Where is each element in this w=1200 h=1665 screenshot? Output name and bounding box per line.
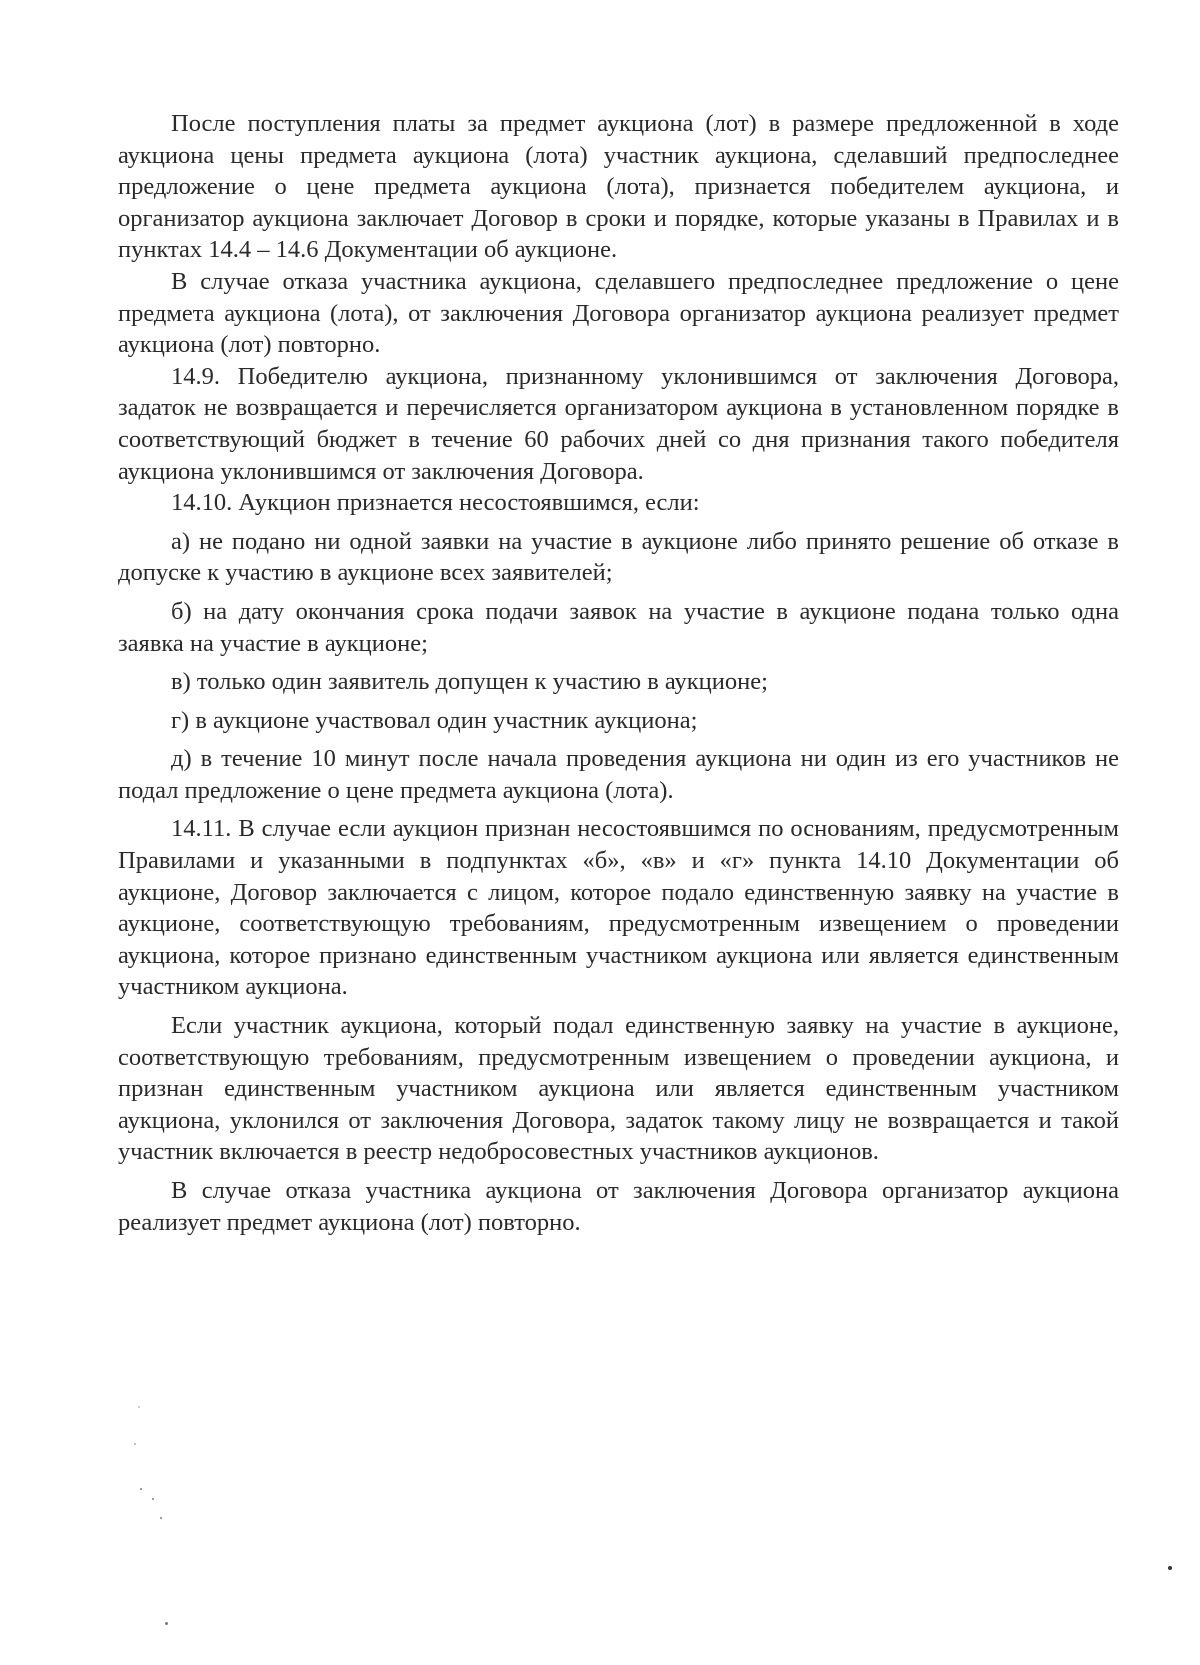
- list-item-b: б) на дату окончания срока подачи заявок на участие в аукционе подана только одна заявка на участие в аукционе;: [118, 597, 1119, 657]
- paragraph-14-9: 14.9. Победителю аукциона, признанному уклонившимся от заключения Договора, задаток не возвращается и перечисляется организатором аукциона в установленном порядке в соответствующий бюджет в течение 60 рабочих дней со дня признания такого победителя аукциона уклонившимся от заключения Договора.: [118, 362, 1119, 485]
- document-body: [118, 108, 1119, 1238]
- scan-speck: [140, 1488, 142, 1490]
- paragraph-14-11: 14.11. В случае если аукцион признан несостоявшимся по основаниям, предусмотренным Правилами и указанными в подпунктах «б», «в» и «г» пункта 14.10 Документации об аукционе, Договор заключается с лицом, которое подало единственную заявку на участие в аукционе, соответствующую требованиям, предусмотренным извещением о проведении аукциона, которое признано единственным участником аукциона или является единственным участником аукциона.: [118, 815, 1119, 1001]
- list-item-g: г) в аукционе участвовал один участник аукциона;: [171, 706, 698, 734]
- scan-speck: [138, 1406, 140, 1408]
- scan-speck: [160, 1517, 162, 1519]
- paragraph-sole-participant: Если участник аукциона, который подал единственную заявку на участие в аукционе, соответствующую требованиям, предусмотренным извещением о проведении аукциона, и признан единственным участником аукциона или является единственным участником аукциона, уклонился от заключения Договора, задаток такому лицу не возвращается и такой участник включается в реестр недобросовестных участников аукционов.: [118, 1012, 1119, 1166]
- list-item-v: в) только один заявитель допущен к участию в аукционе;: [171, 668, 768, 696]
- scan-speck: [134, 1443, 136, 1445]
- scan-speck: [1168, 1566, 1172, 1570]
- scan-speck: [165, 1622, 168, 1625]
- paragraph-14-10: 14.10. Аукцион признается несостоявшимся, если:: [171, 489, 700, 517]
- paragraph-refusal-winner: В случае отказа участника аукциона от заключения Договора организатор аукциона реализует предмет аукциона (лот) повторно.: [118, 1177, 1119, 1236]
- paragraph-lot-payment: После поступления платы за предмет аукциона (лот) в размере предложенной в ходе аукциона цены предмета аукциона (лота) участник аукциона, сделавший предпоследнее предложение о цене предмета аукциона (лота), признается победителем аукциона, и организатор аукциона заключает Договор в сроки и порядке, которые указаны в Правилах и в пунктах 14.4 – 14.6 Документации об аукционе.: [118, 110, 1119, 264]
- paragraph-refusal-penultimate: В случае отказа участника аукциона, сделавшего предпоследнее предложение о цене предмета аукциона (лота), от заключения Договора организатор аукциона реализует предмет аукциона (лот) повторно.: [118, 267, 1119, 359]
- scan-speck: [152, 1498, 154, 1500]
- list-item-d: д) в течение 10 минут после начала проведения аукциона ни один из его участников не подал предложение о цене предмета аукциона (лота).: [118, 745, 1119, 804]
- list-item-a: а) не подано ни одной заявки на участие в аукционе либо принято решение об отказе в допуске к участию в аукционе всех заявителей;: [118, 527, 1119, 587]
